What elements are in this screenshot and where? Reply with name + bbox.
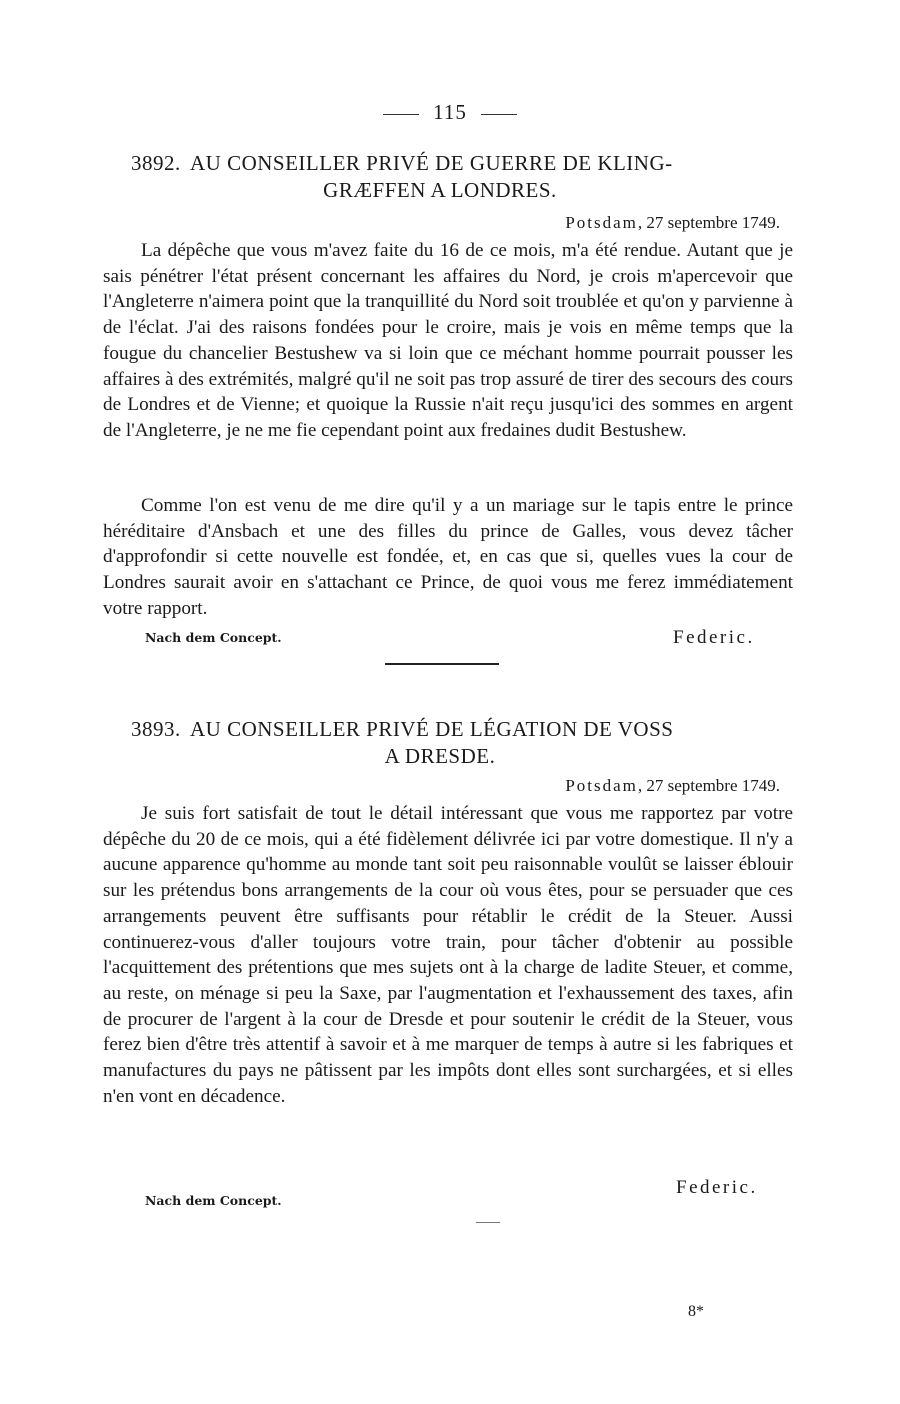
letter-number: 3892. (131, 151, 181, 175)
letter-paragraph: Je suis fort satisfait de tout le détail intéressant que vous me rapportez par votre dépêche du 20 de ce mois, qui a été fidèlement délivrée ici par votre domestique. Il n'y a aucune apparence qu'homme au monde tant soit peu raisonnable voulût se laisser éblouir sur les prétendus bons arrangements de la cour où vous êtes, pour se persuader que ces arrangements peuvent être suffisants pour rétablir le crédit de la Steuer. Aussi continuerez-vous d'aller toujours votre train, pour tâcher d'obtenir au possible l'acquittement des prétentions que mes sujets ont à la charge de ladite Steuer, et comme, au reste, on ménage si peu la Saxe, par l'augmentation et l'exhaussement des taxes, afin de procurer de l'argent à la cour de Dresde et pour soutenir le crédit de la Steuer, vous ferez bien d'être très attentif à savoir et à me marquer de temps à autre si les fabriques et manufactures du pays ne pâtissent par les impôts dont elles sont surchargées, et si elles n'en vont en décadence. (103, 803, 793, 1107)
heading-line-1: AU CONSEILLER PRIVÉ DE GUERRE DE KLING- (190, 151, 673, 175)
signature: Federic. (673, 627, 755, 648)
date-place: Potsdam (565, 213, 638, 232)
signature: Federic. (676, 1177, 758, 1198)
letter-heading (100, 150, 780, 204)
section-divider (385, 663, 499, 665)
page-number: 115 (0, 100, 900, 125)
date-place: Potsdam (565, 776, 638, 795)
letter-paragraph: La dépêche que vous m'avez faite du 16 de ce mois, m'a été rendue. Autant que je sais pénétrer l'état présent concernant les affaires du Nord, je crois m'apercevoir que l'Angleterre n'aimera point que la tranquillité du Nord soit troublée et qu'on y parvienne à de l'éclat. J'ai des raisons fondées pour le croire, mais je vois en même temps que la fougue du chancelier Bestushew va si loin que ce méchant homme pourrait pousser les affaires à des extrémités, malgré qu'il ne soit pas trop assuré de tirer des secours des cours de Londres et de Vienne; et quoique la Russie n'ait reçu jusqu'ici des sommes en argent de l'Angleterre, je ne me fie cependant point aux fredaines dudit Bestushew. (103, 240, 793, 441)
heading-line-1: AU CONSEILLER PRIVÉ DE LÉGATION DE VOSS (190, 717, 674, 741)
source-note: Nach dem Concept. (145, 630, 282, 645)
signature-mark: 8* (688, 1303, 704, 1320)
dash-right (481, 114, 517, 115)
dateline (100, 213, 780, 233)
date-text: , 27 septembre 1749. (637, 776, 780, 795)
letter-number: 3893. (131, 717, 181, 741)
letter-paragraph: Comme l'on est venu de me dire qu'il y a un mariage sur le tapis entre le prince héréditaire d'Ansbach et une des filles du prince de Galles, vous devez tâcher d'approfondir si cette nouvelle est fondée, et, en cas que si, quelles vues la cour de Londres saurait avoir en s'attachant ce Prince, de quoi vous me ferez immédiatement votre rapport. (103, 495, 793, 619)
end-rule (476, 1222, 500, 1223)
heading-line-2: A DRESDE. (384, 744, 496, 768)
dateline (100, 776, 780, 796)
dash-left (383, 114, 419, 115)
source-note: Nach dem Concept. (145, 1193, 282, 1208)
date-text: , 27 septembre 1749. (637, 213, 780, 232)
heading-line-2: GRÆFFEN A LONDRES. (323, 178, 557, 202)
letter-heading (100, 716, 780, 770)
